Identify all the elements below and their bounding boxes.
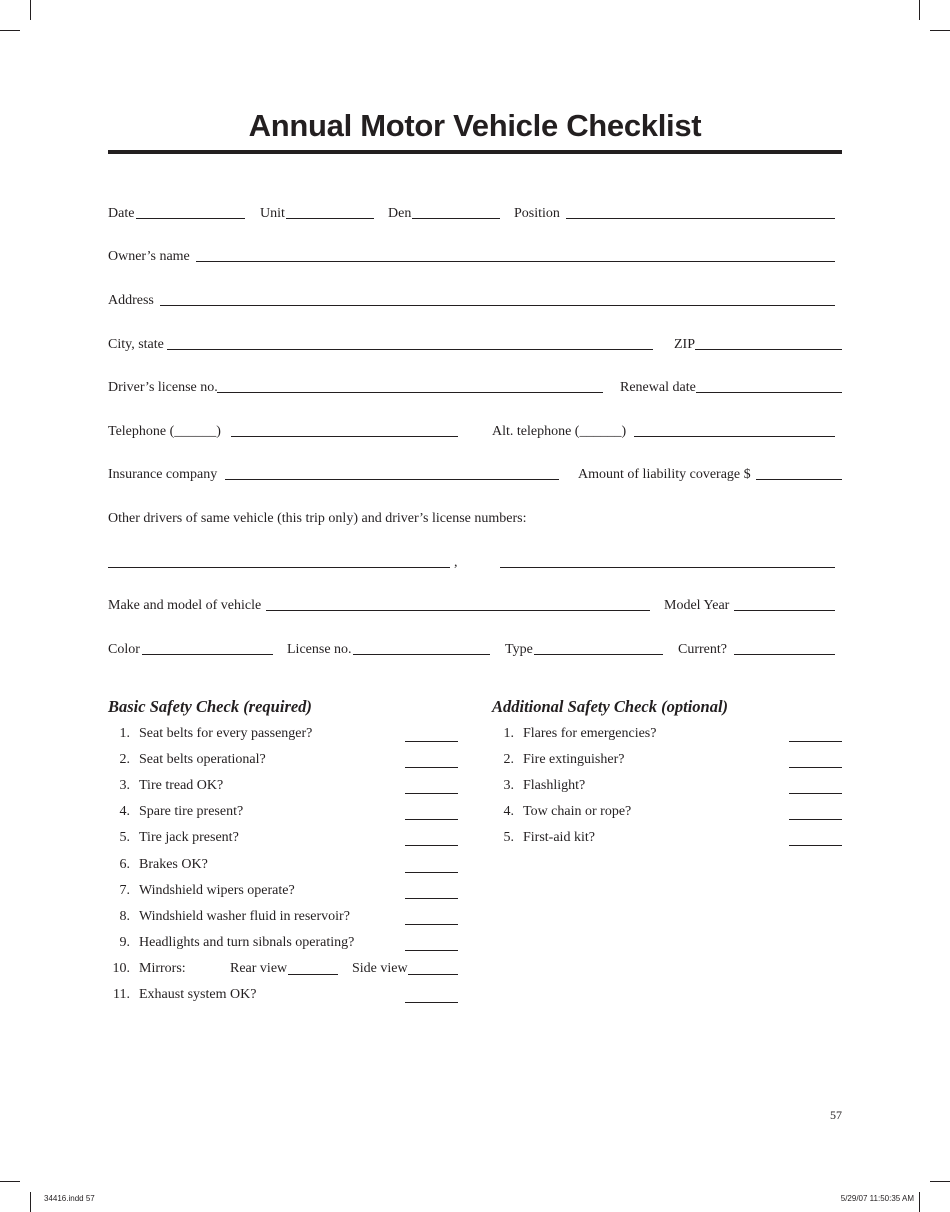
slug-filename: 34416.indd 57 <box>44 1194 95 1203</box>
other-driver-1-field[interactable] <box>108 567 450 568</box>
page-number: 57 <box>830 1108 842 1122</box>
item-number: 6. <box>119 857 130 872</box>
answer-blank[interactable] <box>789 793 842 794</box>
item-number: 1. <box>503 726 514 741</box>
crop-mark <box>30 1192 31 1212</box>
telephone-label: Telephone (______) <box>108 424 221 439</box>
additional-check-item <box>492 776 842 796</box>
liability-coverage-field[interactable] <box>756 479 842 480</box>
address-label: Address <box>108 293 154 308</box>
item-text: Seat belts operational? <box>139 752 266 767</box>
alt-telephone-label: Alt. telephone (______) <box>492 424 627 439</box>
date-field[interactable] <box>136 218 245 219</box>
additional-safety-heading: Additional Safety Check (optional) <box>492 697 729 716</box>
rear-view-blank[interactable] <box>288 974 338 975</box>
item-text: Spare tire present? <box>139 804 244 819</box>
renewal-date-field[interactable] <box>696 392 842 393</box>
drivers-license-field[interactable] <box>217 392 603 393</box>
answer-blank[interactable] <box>405 898 458 899</box>
form-row-other-drivers <box>108 509 842 529</box>
item-number: 1. <box>119 726 130 741</box>
item-number: 7. <box>119 883 130 898</box>
zip-label: ZIP <box>674 337 695 352</box>
basic-check-item <box>108 776 458 796</box>
form-row-owner <box>108 247 842 267</box>
item-text: Headlights and turn sibnals operating? <box>139 935 355 950</box>
other-driver-2-field[interactable] <box>500 567 835 568</box>
den-label: Den <box>388 206 412 221</box>
liability-coverage-label: Amount of liability coverage $ <box>578 467 751 482</box>
make-model-label: Make and model of vehicle <box>108 598 262 613</box>
renewal-date-label: Renewal date <box>620 380 696 395</box>
additional-check-item <box>492 802 842 822</box>
item-number: 4. <box>119 804 130 819</box>
form-row-address <box>108 291 842 311</box>
crop-mark <box>0 30 20 31</box>
answer-blank[interactable] <box>405 1002 458 1003</box>
item-number: 11. <box>113 987 130 1002</box>
basic-check-item <box>108 828 458 848</box>
title-rule <box>108 150 842 154</box>
side-view-label: Side view <box>352 961 408 976</box>
form-row-color <box>108 640 842 660</box>
basic-check-item <box>108 802 458 822</box>
zip-field[interactable] <box>695 349 842 350</box>
item-number: 10. <box>112 961 130 976</box>
license-no-label: License no. <box>287 642 352 657</box>
item-number: 4. <box>503 804 514 819</box>
model-year-label: Model Year <box>664 598 730 613</box>
page-title: Annual Motor Vehicle Checklist <box>248 108 702 143</box>
answer-blank[interactable] <box>789 741 842 742</box>
item-text: Exhaust system OK? <box>139 987 257 1002</box>
date-label: Date <box>108 206 135 221</box>
unit-label: Unit <box>260 206 285 221</box>
city-state-field[interactable] <box>167 349 653 350</box>
basic-check-item <box>108 724 458 744</box>
color-field[interactable] <box>142 654 273 655</box>
basic-check-item <box>108 881 458 901</box>
item-text: Flares for emergencies? <box>523 726 657 741</box>
answer-blank[interactable] <box>405 872 458 873</box>
item-text: Fire extinguisher? <box>523 752 625 767</box>
item-number: 8. <box>119 909 130 924</box>
answer-blank[interactable] <box>405 950 458 951</box>
item-text: Tow chain or rope? <box>523 804 632 819</box>
basic-check-item <box>108 750 458 770</box>
insurance-company-field[interactable] <box>225 479 559 480</box>
answer-blank[interactable] <box>405 741 458 742</box>
form-row-other-drivers-blanks <box>108 553 842 573</box>
answer-blank[interactable] <box>789 819 842 820</box>
other-drivers-label: Other drivers of same vehicle (this trip only) and driver’s license numbers: <box>108 511 527 526</box>
position-label: Position <box>514 206 560 221</box>
form-row-telephone <box>108 422 842 442</box>
answer-blank[interactable] <box>405 924 458 925</box>
answer-blank[interactable] <box>789 845 842 846</box>
alt-telephone-field[interactable] <box>634 436 835 437</box>
side-view-blank[interactable] <box>408 974 458 975</box>
answer-blank[interactable] <box>405 767 458 768</box>
item-text: Windshield washer fluid in reservoir? <box>139 909 350 924</box>
item-number: 5. <box>503 830 514 845</box>
rear-view-label: Rear view <box>230 961 288 976</box>
insurance-company-label: Insurance company <box>108 467 218 482</box>
crop-mark <box>0 1181 20 1182</box>
item-text: Seat belts for every passenger? <box>139 726 313 741</box>
form-row-insurance <box>108 465 842 485</box>
form-row-city <box>108 335 842 355</box>
basic-check-item <box>108 933 458 953</box>
crop-mark <box>919 1192 920 1212</box>
comma-separator: , <box>454 555 458 570</box>
type-label: Type <box>505 642 533 657</box>
crop-mark <box>30 0 31 20</box>
crop-mark <box>919 0 920 20</box>
item-text: Tire tread OK? <box>139 778 224 793</box>
item-text: Windshield wipers operate? <box>139 883 295 898</box>
position-field[interactable] <box>566 218 835 219</box>
additional-check-item <box>492 828 842 848</box>
drivers-license-label: Driver’s license no. <box>108 380 218 395</box>
owner-name-field[interactable] <box>196 261 835 262</box>
model-year-field[interactable] <box>734 610 835 611</box>
basic-safety-heading: Basic Safety Check (required) <box>108 697 312 716</box>
item-number: 9. <box>119 935 130 950</box>
item-text: First-aid kit? <box>523 830 595 845</box>
owner-name-label: Owner’s name <box>108 249 190 264</box>
additional-check-item <box>492 724 842 744</box>
item-text: Brakes OK? <box>139 857 208 872</box>
answer-blank[interactable] <box>405 845 458 846</box>
color-label: Color <box>108 642 140 657</box>
license-no-field[interactable] <box>353 654 490 655</box>
basic-check-item <box>108 985 458 1005</box>
form-row-date <box>108 204 842 224</box>
type-field[interactable] <box>534 654 663 655</box>
answer-blank[interactable] <box>405 819 458 820</box>
item-text: Mirrors: <box>139 961 186 976</box>
crop-mark <box>930 1181 950 1182</box>
answer-blank[interactable] <box>789 767 842 768</box>
item-text: Tire jack present? <box>139 830 239 845</box>
form-row-make-model <box>108 596 842 616</box>
answer-blank[interactable] <box>405 793 458 794</box>
basic-check-item-mirrors <box>108 959 458 979</box>
basic-check-item <box>108 855 458 875</box>
item-number: 3. <box>503 778 514 793</box>
current-label: Current? <box>678 642 727 657</box>
city-state-label: City, state <box>108 337 164 352</box>
address-field[interactable] <box>160 305 835 306</box>
form-row-license <box>108 378 842 398</box>
item-text: Flashlight? <box>523 778 586 793</box>
item-number: 2. <box>119 752 130 767</box>
telephone-field[interactable] <box>231 436 458 437</box>
item-number: 3. <box>119 778 130 793</box>
make-model-field[interactable] <box>266 610 650 611</box>
basic-check-item <box>108 907 458 927</box>
item-number: 5. <box>119 830 130 845</box>
crop-mark <box>930 30 950 31</box>
current-field[interactable] <box>734 654 835 655</box>
den-field[interactable] <box>412 218 500 219</box>
unit-field[interactable] <box>286 218 374 219</box>
item-number: 2. <box>503 752 514 767</box>
slug-timestamp: 5/29/07 11:50:35 AM <box>840 1194 914 1203</box>
additional-check-item <box>492 750 842 770</box>
